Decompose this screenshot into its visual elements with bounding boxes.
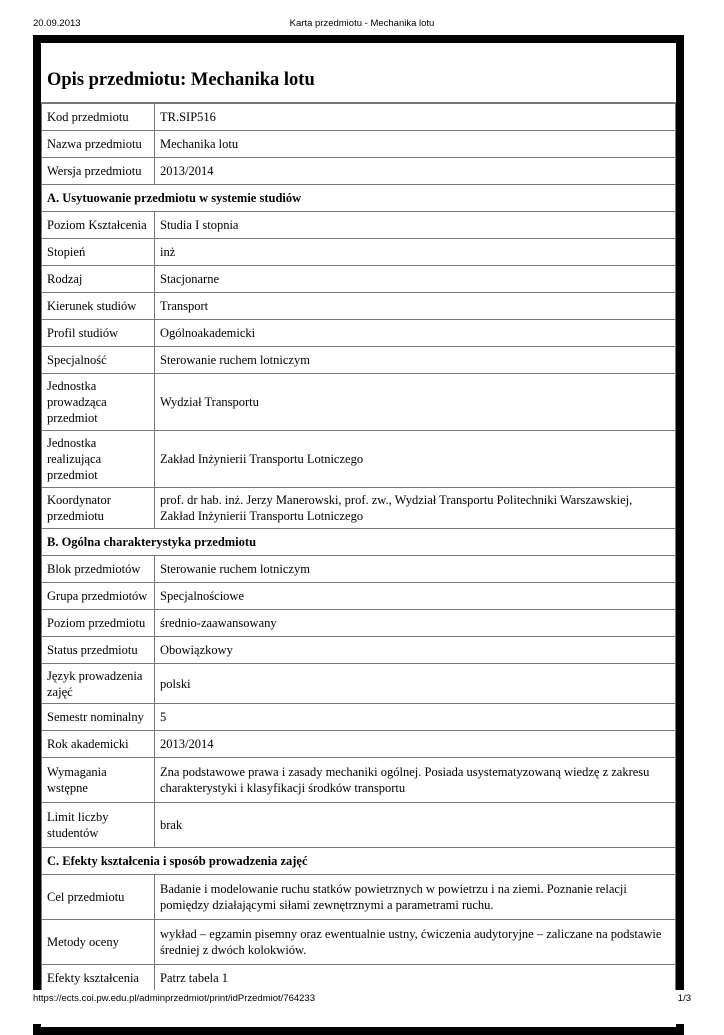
section-header [42,185,676,212]
row-value: 2013/2014 [155,158,676,185]
table-row [42,803,676,848]
course-table [41,103,676,992]
row-value: Patrz tabela 1 [155,965,676,992]
row-value: wykład – egzamin pisemny oraz ewentualnie ustny, ćwiczenia audytoryjne – zaliczane na podstawie średniej z dwóch kolokwiów. [155,920,676,965]
row-label: Rok akademicki [42,731,155,758]
row-value: Ogólnoakademicki [155,320,676,347]
table-row [42,920,676,965]
row-label: Jednostka prowadząca przedmiot [42,374,155,431]
row-label: Specjalność [42,347,155,374]
row-label: Kierunek studiów [42,293,155,320]
row-value: Zna podstawowe prawa i zasady mechaniki ogólnej. Posiada usystematyzowaną wiedzę z zakresu charakterystyki i klasyfikacji środków transportu [155,758,676,803]
row-value: 5 [155,704,676,731]
row-label: Kod przedmiotu [42,104,155,131]
row-label: Język prowadzenia zajęć [42,664,155,704]
row-value: 2013/2014 [155,731,676,758]
table-row [42,158,676,185]
print-date: 20.09.2013 [33,18,81,29]
row-label: Metody oceny [42,920,155,965]
table-row [42,583,676,610]
row-label: Jednostka realizująca przedmiot [42,431,155,488]
row-value: Wydział Transportu [155,374,676,431]
print-title: Karta przedmiotu - Mechanika lotu [289,18,435,29]
table-row [42,293,676,320]
table-row [42,731,676,758]
row-value: Obowiązkowy [155,637,676,664]
table-row [42,431,676,488]
row-value: brak [155,803,676,848]
document-frame [33,35,684,1035]
print-header [0,0,724,30]
row-label: Poziom Kształcenia [42,212,155,239]
page-number: 1/3 [677,993,691,1004]
row-label: Nazwa przedmiotu [42,131,155,158]
row-value: Transport [155,293,676,320]
print-footer [0,990,724,1024]
page-title: Opis przedmiotu: Mechanika lotu [41,43,676,103]
document-body [41,43,676,1027]
row-label: Poziom przedmiotu [42,610,155,637]
table-row [42,374,676,431]
print-url: https://ects.coi.pw.edu.pl/adminprzedmiot/print/idPrzedmiot/764233 [33,993,315,1004]
table-row [42,965,676,992]
row-value: Studia I stopnia [155,212,676,239]
row-label: Rodzaj [42,266,155,293]
row-label: Wersja przedmiotu [42,158,155,185]
table-row [42,664,676,704]
row-value: Specjalnościowe [155,583,676,610]
section-title: B. Ogólna charakterystyka przedmiotu [42,529,676,556]
row-label: Profil studiów [42,320,155,347]
row-value: Sterowanie ruchem lotniczym [155,556,676,583]
row-label: Semestr nominalny [42,704,155,731]
row-label: Stopień [42,239,155,266]
table-row [42,212,676,239]
table-row [42,266,676,293]
row-value: średnio-zaawansowany [155,610,676,637]
section-title: A. Usytuowanie przedmiotu w systemie studiów [42,185,676,212]
table-row [42,875,676,920]
row-label: Status przedmiotu [42,637,155,664]
table-row [42,347,676,374]
row-label: Cel przedmiotu [42,875,155,920]
row-value: Stacjonarne [155,266,676,293]
table-row [42,488,676,529]
table-row [42,758,676,803]
row-label: Wymagania wstępne [42,758,155,803]
row-value: inż [155,239,676,266]
table-row [42,320,676,347]
row-label: Blok przedmiotów [42,556,155,583]
row-value: Mechanika lotu [155,131,676,158]
table-row [42,131,676,158]
row-label: Koordynator przedmiotu [42,488,155,529]
row-value: polski [155,664,676,704]
table-row [42,556,676,583]
table-row [42,610,676,637]
table-row [42,104,676,131]
row-label: Efekty kształcenia [42,965,155,992]
row-label: Grupa przedmiotów [42,583,155,610]
section-header [42,848,676,875]
row-value: Sterowanie ruchem lotniczym [155,347,676,374]
table-row [42,704,676,731]
section-title: C. Efekty kształcenia i sposób prowadzenia zajęć [42,848,676,875]
row-value: Badanie i modelowanie ruchu statków powietrznych w powietrzu i na ziemi. Poznanie relacji pomiędzy działającymi siłami zewnętrznymi a parametrami ruchu. [155,875,676,920]
table-row [42,239,676,266]
row-label: Limit liczby studentów [42,803,155,848]
row-value: prof. dr hab. inż. Jerzy Manerowski, prof. zw., Wydział Transportu Politechniki Warszawskiej, Zakład Inżynierii Transportu Lotniczego [155,488,676,529]
table-row [42,637,676,664]
section-header [42,529,676,556]
row-value: Zakład Inżynierii Transportu Lotniczego [155,431,676,488]
row-value: TR.SIP516 [155,104,676,131]
